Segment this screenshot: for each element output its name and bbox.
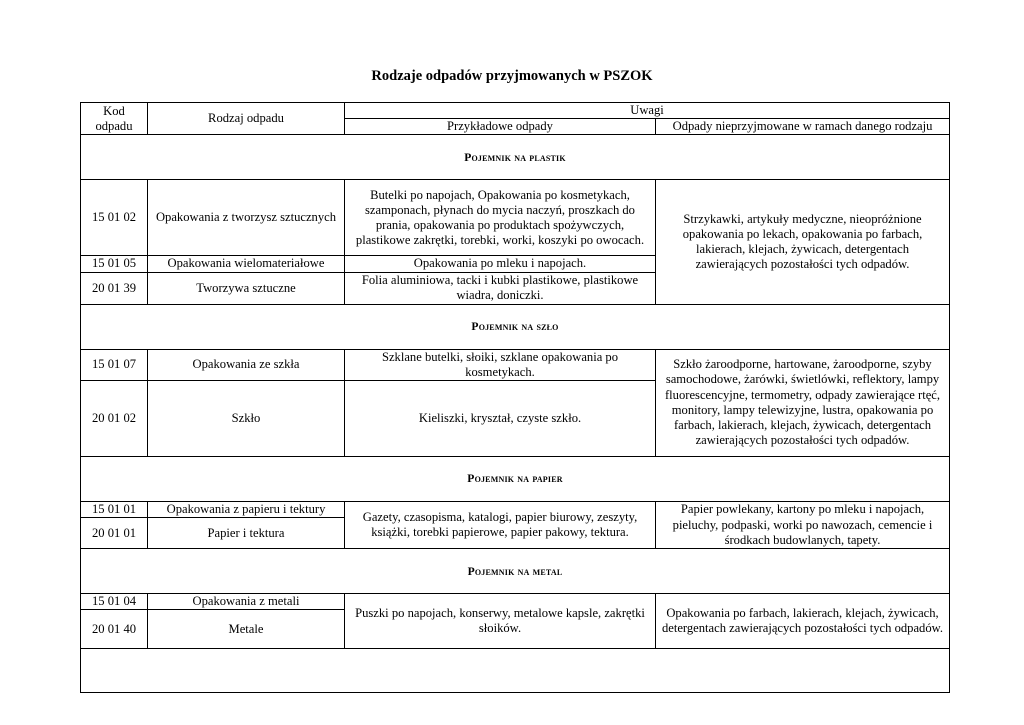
waste-code: 20 01 01 <box>81 518 148 549</box>
waste-code: 20 01 02 <box>81 381 148 457</box>
waste-type: Opakowania z metali <box>148 594 345 610</box>
example-waste: Kieliszki, kryształ, czyste szkło. <box>345 381 656 457</box>
waste-code: 20 01 39 <box>81 272 148 304</box>
table-row <box>81 502 950 518</box>
waste-type: Tworzywa sztuczne <box>148 272 345 304</box>
example-waste: Gazety, czasopisma, katalogi, papier biurowy, zeszyty, książki, torebki papierowe, papier pakowy, tektura. <box>345 502 656 549</box>
section-title: Pojemnik na metal <box>81 549 950 594</box>
waste-type: Papier i tektura <box>148 518 345 549</box>
waste-code: 15 01 01 <box>81 502 148 518</box>
example-waste: Butelki po napojach, Opakowania po kosmetykach, szamponach, płynach do mycia naczyń, proszkach do prania, opakowania po produktach spożywczych, plastikowe zakrętki, torebki, worki, koszyki po owocach. <box>345 180 656 256</box>
example-waste: Folia aluminiowa, tacki i kubki plastikowe, plastikowe wiadra, doniczki. <box>345 272 656 304</box>
document-title: Rodzaje odpadów przyjmowanych w PSZOK <box>371 68 653 84</box>
table-row <box>81 349 950 380</box>
header-przykladowe: Przykładowe odpady <box>345 119 656 135</box>
section-title: Pojemnik na szło <box>81 304 950 349</box>
header-kod: Kod odpadu <box>81 103 148 135</box>
empty-row <box>81 649 950 693</box>
waste-type: Opakowania z tworzysz sztucznych <box>148 180 345 256</box>
waste-type: Szkło <box>148 381 345 457</box>
section-papier <box>81 457 950 502</box>
waste-type: Opakowania wielomateriałowe <box>148 256 345 272</box>
waste-table <box>80 102 950 693</box>
section-title: Pojemnik na papier <box>81 457 950 502</box>
section-metal <box>81 549 950 594</box>
section-plastik <box>81 135 950 180</box>
empty-cell <box>81 649 950 693</box>
waste-type: Opakowania z papieru i tektury <box>148 502 345 518</box>
section-szklo <box>81 304 950 349</box>
waste-code: 15 01 07 <box>81 349 148 380</box>
header-row <box>81 103 950 119</box>
header-rodzaj: Rodzaj odpadu <box>148 103 345 135</box>
waste-type: Opakowania ze szkła <box>148 349 345 380</box>
example-waste: Puszki po napojach, konserwy, metalowe kapsle, zakrętki słoików. <box>345 594 656 649</box>
header-uwagi: Uwagi <box>345 103 950 119</box>
not-accepted: Strzykawki, artykuły medyczne, nieopróżnione opakowania po lekach, opakowania po farbach, lakierach, klejach, żywicach, detergentach zawierających pozostałości tych odpadów. <box>656 180 950 304</box>
header-nieprzyjmowane: Odpady nieprzyjmowane w ramach danego rodzaju <box>656 119 950 135</box>
waste-type: Metale <box>148 610 345 649</box>
waste-code: 15 01 02 <box>81 180 148 256</box>
example-waste: Opakowania po mleku i napojach. <box>345 256 656 272</box>
waste-code: 20 01 40 <box>81 610 148 649</box>
table-row <box>81 594 950 610</box>
not-accepted: Opakowania po farbach, lakierach, klejach, żywicach, detergentach zawierających pozostałości tych odpadów. <box>656 594 950 649</box>
waste-code: 15 01 04 <box>81 594 148 610</box>
example-waste: Szklane butelki, słoiki, szklane opakowania po kosmetykach. <box>345 349 656 380</box>
section-title: Pojemnik na plastik <box>81 135 950 180</box>
not-accepted: Szkło żaroodporne, hartowane, żaroodporne, szyby samochodowe, żarówki, świetlówki, reflektory, lampy fluorescencyjne, termometry, odpady zawierające rtęć, monitory, lampy telewizyjne, lustra, opakowania po farbach, lakierach, klejach, żywicach, detergentach zawierających pozostałości tych odpadów. <box>656 349 950 456</box>
not-accepted: Papier powlekany, kartony po mleku i napojach, pieluchy, podpaski, worki po nawozach, cemencie i środkach budowlanych, tapety. <box>656 502 950 549</box>
table-row <box>81 180 950 256</box>
waste-code: 15 01 05 <box>81 256 148 272</box>
